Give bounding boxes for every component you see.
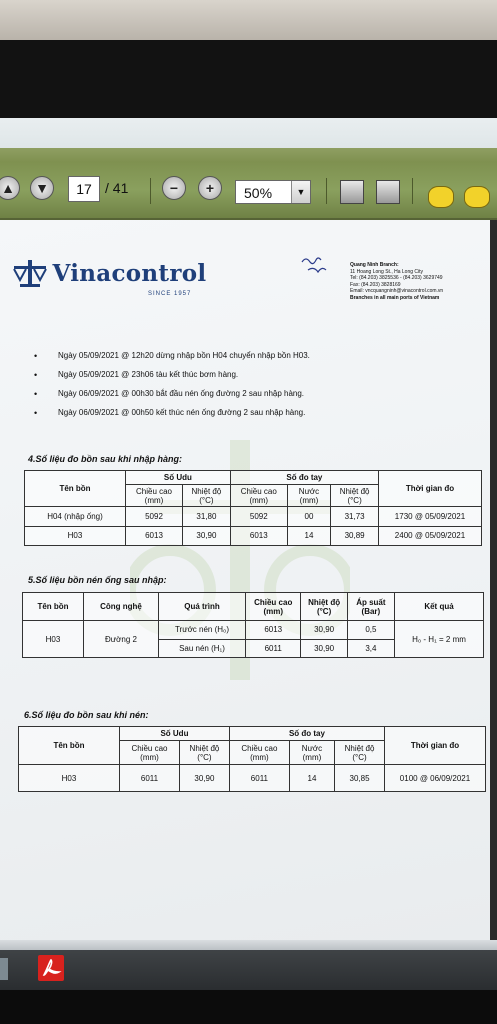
taskbar-start[interactable]	[0, 958, 8, 980]
table-section4	[24, 470, 482, 546]
cell: 30,89	[331, 526, 379, 546]
cell: 6013	[246, 621, 301, 640]
logo-since: SINCE 1957	[148, 291, 192, 297]
branch-fax: Fax: (84.203) 3828169	[350, 281, 401, 288]
header-tank: Tên bồn	[23, 593, 84, 621]
header-nhiet-do: Nhiệt độ (°C)	[183, 485, 231, 507]
header-thoi-gian: Thời gian đo	[379, 471, 482, 507]
branch-address: 11 Hoang Long St., Ha Long City	[350, 268, 424, 275]
cell: 31,80	[183, 507, 231, 527]
cell: 6011	[229, 765, 289, 792]
cell: 3,4	[347, 639, 394, 658]
header-cong-nghe: Công nghệ	[84, 593, 159, 621]
monitor-bezel	[0, 40, 497, 120]
branch-tel: Tel: (84.203) 3825536 - (84.203) 3629749	[350, 275, 443, 281]
table-row	[23, 621, 484, 640]
zoom-select[interactable]	[235, 180, 311, 204]
cell: 0100 @ 06/09/2021	[385, 765, 486, 792]
branch-note: Branches in all main ports of Vietnam	[350, 294, 440, 301]
header-chieu-cao: Chiều cao (mm)	[229, 741, 289, 765]
section-title: 4.Số liệu đo bồn sau khi nhập hàng:	[28, 454, 183, 464]
event-list	[34, 350, 464, 426]
table-row	[25, 526, 482, 546]
toolbar-separator	[150, 178, 151, 204]
header-nhiet-do: Nhiệt độ (°C)	[179, 741, 229, 765]
scales-icon	[12, 258, 48, 288]
header-nhiet-do: Nhiệt độ (°C)	[301, 593, 347, 621]
header-tank: Tên bồn	[19, 727, 120, 765]
header-nhiet-do: Nhiệt độ (°C)	[335, 741, 385, 765]
cell: 6011	[120, 765, 180, 792]
table-section5	[22, 592, 484, 658]
monitor-bezel-bottom	[0, 990, 497, 1024]
header-so-do-tay: Số đo tay	[230, 471, 378, 485]
header-qua-trinh: Quá trình	[159, 593, 246, 621]
arrow-up-icon[interactable]: ▲	[0, 176, 20, 200]
section-title: 6.Số liệu đo bồn sau khi nén:	[24, 710, 149, 720]
cell: 6013	[230, 526, 287, 546]
cell: 00	[287, 507, 330, 527]
fit-page-icon[interactable]	[340, 180, 364, 204]
arrow-down-icon[interactable]: ▼	[30, 176, 54, 200]
header-chieu-cao: Chiều cao (mm)	[230, 485, 287, 507]
list-item: • Ngày 06/09/2021 @ 00h50 kết thúc nén ống đường 2 sau nhập hàng.	[34, 407, 464, 426]
zoom-value: 50%	[244, 185, 273, 201]
header-so-udu: Số Udu	[126, 471, 231, 485]
pdf-app-icon[interactable]	[38, 955, 64, 981]
zoom-in-icon[interactable]: +	[198, 176, 222, 200]
cell: 5092	[126, 507, 183, 527]
header-thoi-gian: Thời gian đo	[385, 727, 486, 765]
cell: 6011	[246, 639, 301, 658]
header-chieu-cao: Chiều cao (mm)	[246, 593, 301, 621]
cell: 30,90	[301, 621, 347, 640]
logo-text: Vinacontrol	[52, 259, 207, 287]
branch-info	[350, 262, 490, 301]
cell: H04 (nhập ống)	[25, 507, 126, 527]
toolbar-separator	[326, 178, 327, 204]
fit-width-icon[interactable]	[376, 180, 400, 204]
cell: H₀ - H₁ = 2 mm	[395, 621, 484, 658]
header-so-udu: Số Udu	[120, 727, 230, 741]
acrobat-icon	[38, 955, 64, 981]
page-total-label: / 41	[105, 180, 129, 196]
comment-icon[interactable]	[428, 186, 454, 208]
table-section6	[18, 726, 486, 792]
header-chieu-cao: Chiều cao (mm)	[126, 485, 183, 507]
cell: 30,85	[335, 765, 385, 792]
branch-email: Email: vncquangninh@vinacontrol.com.vn	[350, 288, 444, 294]
cell: Đường 2	[84, 621, 159, 658]
header-nuoc: Nước (mm)	[289, 741, 334, 765]
header-tank: Tên bồn	[25, 471, 126, 507]
cell: 6013	[126, 526, 183, 546]
header-ket-qua: Kết quả	[395, 593, 484, 621]
screen-top-area	[0, 118, 497, 148]
zoom-out-icon[interactable]: −	[162, 176, 186, 200]
screen-edge	[490, 220, 497, 940]
cell: 14	[289, 765, 334, 792]
cell: H03	[19, 765, 120, 792]
header-nuoc: Nước (mm)	[287, 485, 330, 507]
taskbar	[0, 950, 497, 990]
list-item: • Ngày 06/09/2021 @ 00h30 bắt đầu nén ống đường 2 sau nhập hàng.	[34, 388, 464, 407]
cell: 1730 @ 05/09/2021	[379, 507, 482, 527]
branch-title: Quang Ninh Branch:	[350, 262, 399, 268]
cell: 30,90	[179, 765, 229, 792]
chevron-down-icon[interactable]: ▼	[291, 181, 310, 203]
cell: Trước nén (H₀)	[159, 621, 246, 640]
cell: 30,90	[183, 526, 231, 546]
header-chieu-cao: Chiều cao (mm)	[120, 741, 180, 765]
company-logo	[12, 258, 206, 288]
header-so-do-tay: Số đo tay	[229, 727, 384, 741]
header-ap-suat: Áp suất (Bar)	[347, 593, 394, 621]
cell: Sau nén (H₁)	[159, 639, 246, 658]
toolbar-separator	[412, 178, 413, 204]
table-row	[25, 507, 482, 527]
cell: 5092	[230, 507, 287, 527]
cell: 31,73	[331, 507, 379, 527]
cell: 30,90	[301, 639, 347, 658]
section-title: 5.Số liệu bồn nén ống sau nhập:	[28, 575, 167, 585]
header-nhiet-do: Nhiệt độ (°C)	[331, 485, 379, 507]
list-item: • Ngày 05/09/2021 @ 23h06 tàu kết thúc bơm hàng.	[34, 369, 464, 388]
list-item: • Ngày 05/09/2021 @ 12h20 dừng nhập bồn H04 chuyển nhập bồn H03.	[34, 350, 464, 369]
sign-icon[interactable]	[464, 186, 490, 208]
monitor-bezel-top	[0, 0, 497, 40]
cell: 14	[287, 526, 330, 546]
table-row	[19, 765, 486, 792]
handwritten-signature	[298, 252, 338, 274]
cell: 0,5	[347, 621, 394, 640]
cell: 2400 @ 05/09/2021	[379, 526, 482, 546]
cell: H03	[23, 621, 84, 658]
cell: H03	[25, 526, 126, 546]
page-number-input[interactable]: 17	[68, 176, 100, 202]
